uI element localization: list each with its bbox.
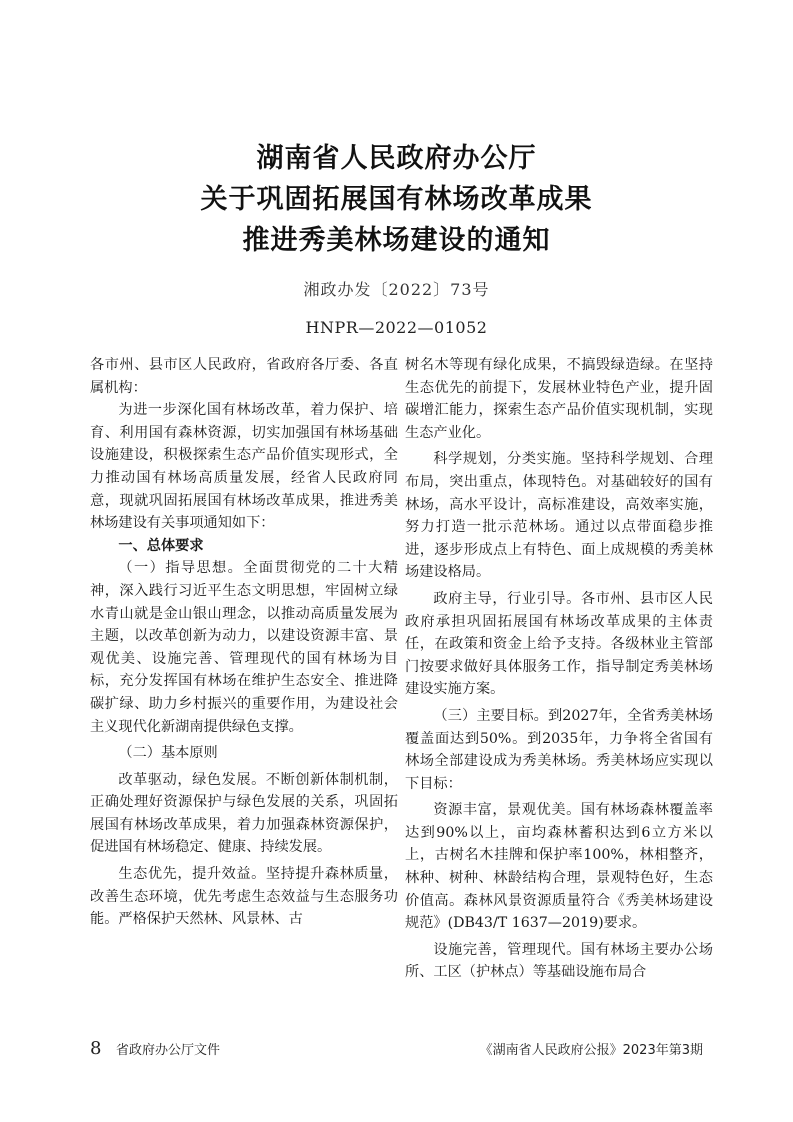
goal-1-lead: 资源丰富，景观优美。 (433, 802, 581, 819)
section-heading-general: 一、总体要求 (118, 537, 204, 554)
document-header (0, 138, 793, 339)
goals-paragraph (405, 705, 713, 795)
title-line-1: 湖南省人民政府办公厅 (256, 143, 537, 174)
goal-paragraph-2 (405, 939, 713, 984)
guiding-lead: （一）指导思想。 (118, 560, 244, 577)
principle-3-text: 坚持科学规划、合理布局，突出重点，体现特色。对基础较好的国有林场，高水平设计，高标准建设，高效率实施，努力打造一批示范林场。通过以点带面稳步推进，逐步形成点上有特色、面上成规模的秀美林场建设格局。 (405, 451, 713, 581)
page-number: 8 (90, 1038, 102, 1059)
right-column (405, 354, 713, 984)
document-code: HNPR—2022—01052 (305, 318, 488, 337)
principles-heading: （二）基本原则 (118, 745, 218, 762)
principle-paragraph-4 (405, 588, 713, 701)
document-number: 湘政办发〔2022〕73号 (303, 280, 490, 299)
address-line: 各市州、县市区人民政府，省政府各厅委、各直属机构： (90, 357, 398, 396)
goal-1-text: 国有林场森林覆盖率达到90%以上，亩均森林蓄积达到6立方米以上，古树名木挂牌和保护率100%，林相整齐，林种、树种、林龄结构合理，景观特色好，生态价值高。森林风景资源质量符合《秀美林场建设规范》(DB43/T 1637—2019)要求。 (405, 802, 713, 932)
principle-2-lead: 生态优先，提升效益。 (118, 866, 266, 883)
principle-3-lead: 科学规划，分类实施。 (433, 451, 581, 468)
guiding-paragraph (90, 557, 398, 738)
principle-paragraph-2 (90, 863, 398, 931)
goal-2-text: 国有林场主要办公场所、工区（护林点）等基础设施布局合 (405, 941, 713, 981)
principle-1-text: 不断创新体制机制，正确处理好资源保护与绿色发展的关系，巩固拓展国有林场改革成果，着力加强森林资源保护，促进国有林场稳定、健康、持续发展。 (90, 771, 398, 856)
guiding-text: 全面贯彻党的二十大精神，深入践行习近平生态文明思想，牢固树立绿水青山就是金山银山理念，以推动高质量发展为主题，以改革创新为动力，以建设资源丰富、景观优美、设施完善、管理现代的国有林场为目标，充分发挥国有林场在维护生态安全、推进降碳扩绿、助力乡村振兴的重要作用，为建设社会主义现代化新湖南提供绿色支撑。 (90, 560, 398, 735)
principle-paragraph-1 (90, 769, 398, 859)
intro-paragraph: 为进一步深化国有林场改革，着力保护、培育、利用国有森林资源，切实加强国有林场基础设施建设，积极探索生态产品价值实现形式，全力推动国有林场高质量发展，经省人民政府同意，现就巩固拓展国有林场改革成果，推进秀美林场建设有关事项通知如下： (90, 402, 398, 532)
goals-text: 到2027年，全省秀美林场覆盖面达到50%。到2035年，力争将全省国有林场全部建设成为秀美林场。秀美林场应实现以下目标： (405, 707, 713, 792)
title-line-2: 关于巩固拓展国有林场改革成果 (200, 184, 593, 215)
principle-4-text: 各市州、县市区人民政府承担巩固拓展国有林场改革成果的主体责任，在政策和资金上给予支持。各级林业主管部门按要求做好具体服务工作，指导制定秀美林场建设实施方案。 (405, 590, 713, 698)
principle-paragraph-3 (405, 448, 713, 584)
goal-2-lead: 设施完善，管理现代。 (433, 941, 581, 958)
footer-journal: 《湖南省人民政府公报》2023年第3期 (479, 1043, 703, 1058)
left-column (90, 354, 398, 931)
principle-4-lead: 政府主导，行业引导。 (433, 590, 581, 607)
page-footer (90, 1040, 703, 1062)
title-line-3: 推进秀美林场建设的通知 (242, 225, 551, 256)
principle-2-text: 坚持提升森林质量，改善生态环境，优先考虑生态效益与生态服务功能。严格保护天然林、风景林、古 (90, 866, 398, 928)
goal-paragraph-1 (405, 799, 713, 935)
principle-2-continued: 树名木等现有绿化成果，不搞毁绿造绿。在坚持生态优先的前提下，发展林业特色产业，提升固碳增汇能力，探索生态产品价值实现机制，实现生态产业化。 (405, 357, 713, 441)
principle-1-lead: 改革驱动，绿色发展。 (118, 771, 266, 788)
goals-lead: （三）主要目标。 (433, 707, 548, 724)
footer-source: 省政府办公厅文件 (116, 1043, 221, 1058)
